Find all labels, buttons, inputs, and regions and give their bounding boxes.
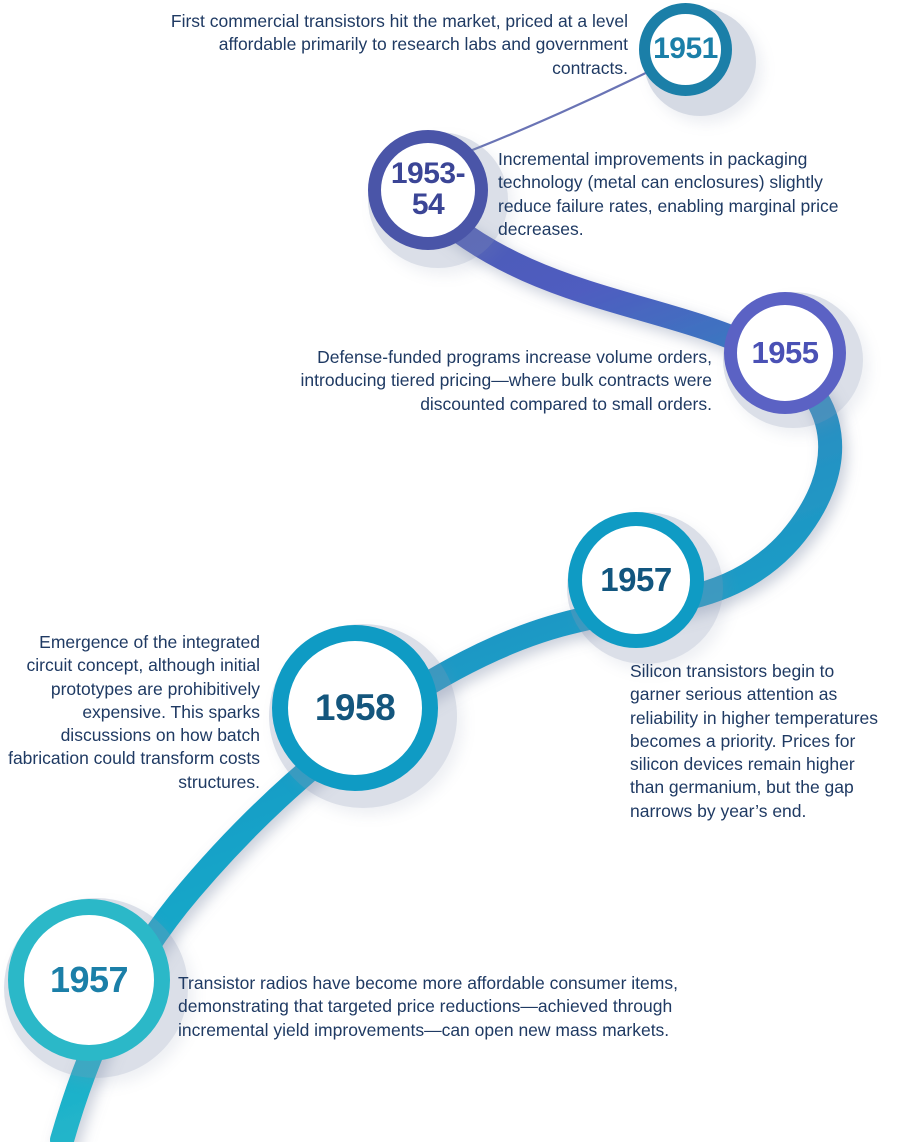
timeline-description-1957-radios: Transistor radios have become more affordable consumer items, demonstrating that targeted price reductions—achieved through incremental yield improvements—can open new mass markets. — [178, 973, 678, 1040]
node-year-label: 1951 — [653, 32, 718, 66]
timeline-description-1953-54: Incremental improvements in packaging technology (metal can enclosures) slightly reduce failure rates, enabling marginal price decreases. — [498, 149, 839, 239]
timeline-description-1958: Emergence of the integrated circuit concept, although initial prototypes are prohibitively expensive. This sparks discussions on how batch fabrication could transform costs structures. — [8, 632, 260, 792]
timeline-node-1957-silicon[interactable] — [568, 512, 704, 648]
node-year-label: 1957 — [600, 561, 672, 599]
timeline-node-1953-54[interactable] — [368, 130, 488, 250]
node-year-label: 1957 — [49, 958, 129, 1000]
timeline-node-1955[interactable] — [724, 292, 846, 414]
timeline-description-1951: First commercial transistors hit the market, priced at a level affordable primarily to research labs and government contracts. — [170, 11, 628, 78]
node-year-label: 1955 — [751, 335, 819, 371]
timeline-node-1958[interactable] — [272, 625, 438, 791]
node-year-label: 1953-54 — [390, 157, 466, 221]
timeline-node-1951[interactable] — [639, 3, 732, 96]
timeline-node-1957-radios[interactable] — [8, 899, 170, 1061]
node-year-label: 1958 — [314, 687, 396, 729]
timeline-description-1957-silicon: Silicon transistors begin to garner serious attention as reliability in higher temperatures becomes a priority. Prices for silicon devices remain higher than germanium, but the gap narrows by year’s end. — [630, 661, 879, 821]
timeline-description-1955: Defense-funded programs increase volume orders, introducing tiered pricing—where bulk contracts were discounted compared to small orders. — [300, 347, 712, 414]
